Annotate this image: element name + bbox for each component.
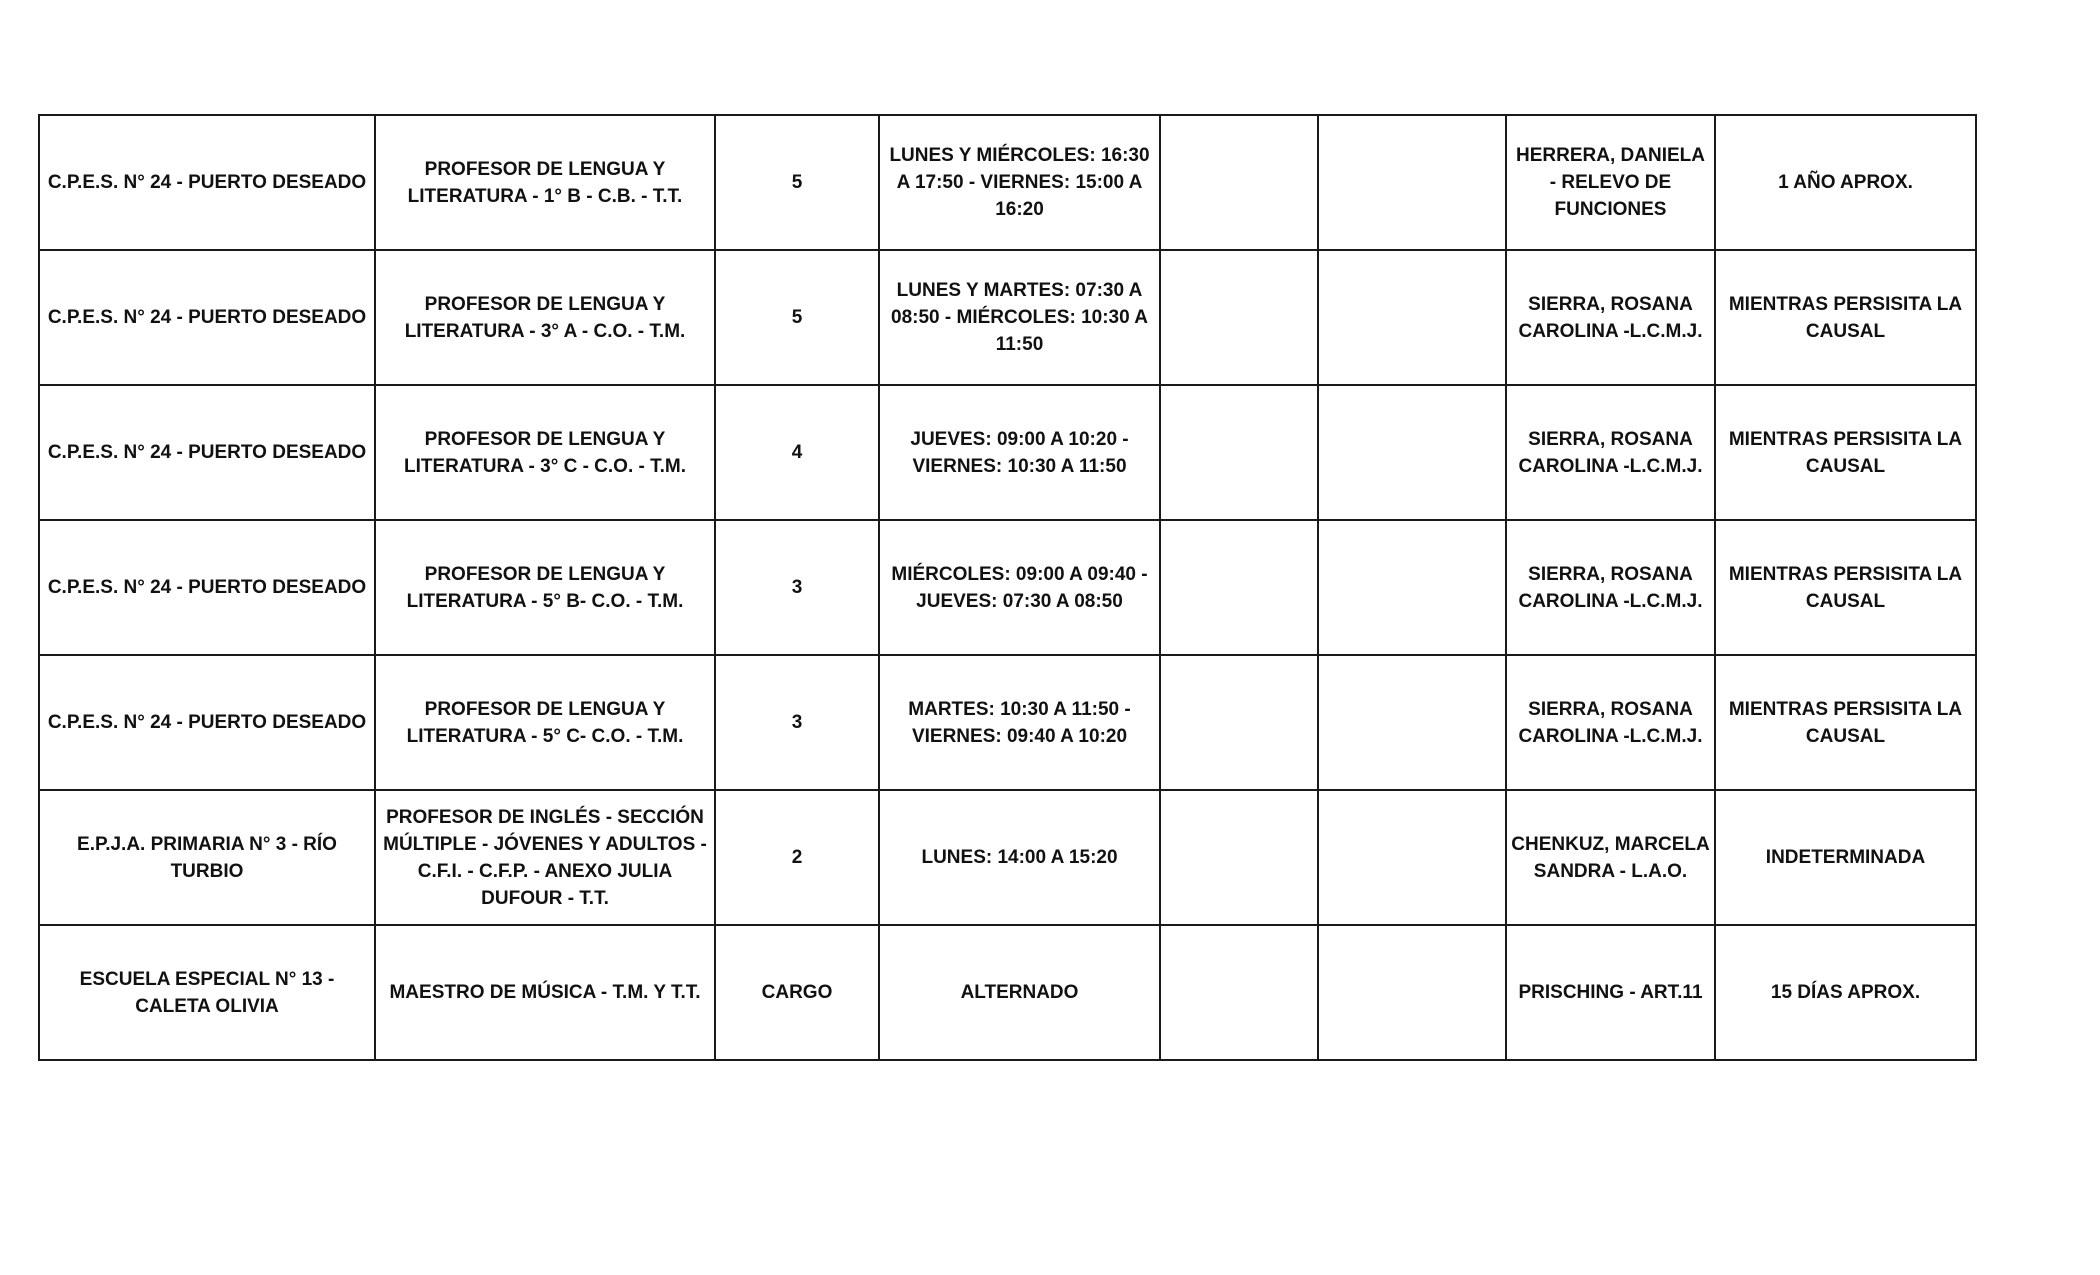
replacement-cell: SIERRA, ROSANA CAROLINA -L.C.M.J. bbox=[1506, 385, 1715, 520]
table-row bbox=[39, 250, 1976, 385]
replacement-cell: CHENKUZ, MARCELA SANDRA - L.A.O. bbox=[1506, 790, 1715, 925]
hours-cell: CARGO bbox=[715, 925, 879, 1060]
replacement-cell: SIERRA, ROSANA CAROLINA -L.C.M.J. bbox=[1506, 520, 1715, 655]
table-body bbox=[39, 115, 1976, 1060]
duration-cell: 15 DÍAS APROX. bbox=[1715, 925, 1976, 1060]
empty-cell bbox=[1318, 385, 1506, 520]
empty-cell bbox=[1318, 655, 1506, 790]
schedule-cell: LUNES Y MARTES: 07:30 A 08:50 - MIÉRCOLES: 10:30 A 11:50 bbox=[879, 250, 1160, 385]
hours-cell: 2 bbox=[715, 790, 879, 925]
replacement-cell: HERRERA, DANIELA - RELEVO DE FUNCIONES bbox=[1506, 115, 1715, 250]
schedule-cell: MARTES: 10:30 A 11:50 - VIERNES: 09:40 A 10:20 bbox=[879, 655, 1160, 790]
position-cell: PROFESOR DE LENGUA Y LITERATURA - 5° B- C.O. - T.M. bbox=[375, 520, 715, 655]
schedule-cell: JUEVES: 09:00 A 10:20 - VIERNES: 10:30 A 11:50 bbox=[879, 385, 1160, 520]
school-cell: C.P.E.S. N° 24 - PUERTO DESEADO bbox=[39, 115, 375, 250]
empty-cell bbox=[1160, 385, 1318, 520]
duration-cell: MIENTRAS PERSISITA LA CAUSAL bbox=[1715, 520, 1976, 655]
duration-cell: MIENTRAS PERSISITA LA CAUSAL bbox=[1715, 385, 1976, 520]
empty-cell bbox=[1160, 790, 1318, 925]
vacancies-table bbox=[38, 114, 1977, 1061]
duration-cell: 1 AÑO APROX. bbox=[1715, 115, 1976, 250]
school-cell: ESCUELA ESPECIAL N° 13 - CALETA OLIVIA bbox=[39, 925, 375, 1060]
position-cell: MAESTRO DE MÚSICA - T.M. Y T.T. bbox=[375, 925, 715, 1060]
table-row bbox=[39, 655, 1976, 790]
replacement-cell: PRISCHING - ART.11 bbox=[1506, 925, 1715, 1060]
replacement-cell: SIERRA, ROSANA CAROLINA -L.C.M.J. bbox=[1506, 655, 1715, 790]
school-cell: C.P.E.S. N° 24 - PUERTO DESEADO bbox=[39, 385, 375, 520]
school-cell: C.P.E.S. N° 24 - PUERTO DESEADO bbox=[39, 655, 375, 790]
school-cell: E.P.J.A. PRIMARIA N° 3 - RÍO TURBIO bbox=[39, 790, 375, 925]
position-cell: PROFESOR DE INGLÉS - SECCIÓN MÚLTIPLE - JÓVENES Y ADULTOS - C.F.I. - C.F.P. - ANEXO JULIA DUFOUR - T.T. bbox=[375, 790, 715, 925]
table-row bbox=[39, 925, 1976, 1060]
empty-cell bbox=[1318, 250, 1506, 385]
hours-cell: 3 bbox=[715, 520, 879, 655]
hours-cell: 5 bbox=[715, 250, 879, 385]
empty-cell bbox=[1318, 520, 1506, 655]
empty-cell bbox=[1160, 520, 1318, 655]
schedule-cell: ALTERNADO bbox=[879, 925, 1160, 1060]
table-row bbox=[39, 520, 1976, 655]
empty-cell bbox=[1318, 115, 1506, 250]
replacement-cell: SIERRA, ROSANA CAROLINA -L.C.M.J. bbox=[1506, 250, 1715, 385]
hours-cell: 4 bbox=[715, 385, 879, 520]
position-cell: PROFESOR DE LENGUA Y LITERATURA - 3° C - C.O. - T.M. bbox=[375, 385, 715, 520]
duration-cell: MIENTRAS PERSISITA LA CAUSAL bbox=[1715, 655, 1976, 790]
schedule-cell: LUNES Y MIÉRCOLES: 16:30 A 17:50 - VIERNES: 15:00 A 16:20 bbox=[879, 115, 1160, 250]
empty-cell bbox=[1160, 655, 1318, 790]
position-cell: PROFESOR DE LENGUA Y LITERATURA - 3° A - C.O. - T.M. bbox=[375, 250, 715, 385]
table-row bbox=[39, 115, 1976, 250]
school-cell: C.P.E.S. N° 24 - PUERTO DESEADO bbox=[39, 250, 375, 385]
position-cell: PROFESOR DE LENGUA Y LITERATURA - 1° B - C.B. - T.T. bbox=[375, 115, 715, 250]
empty-cell bbox=[1318, 925, 1506, 1060]
table-row bbox=[39, 385, 1976, 520]
schedule-cell: LUNES: 14:00 A 15:20 bbox=[879, 790, 1160, 925]
empty-cell bbox=[1160, 250, 1318, 385]
hours-cell: 5 bbox=[715, 115, 879, 250]
table-row bbox=[39, 790, 1976, 925]
empty-cell bbox=[1160, 115, 1318, 250]
duration-cell: INDETERMINADA bbox=[1715, 790, 1976, 925]
duration-cell: MIENTRAS PERSISITA LA CAUSAL bbox=[1715, 250, 1976, 385]
empty-cell bbox=[1318, 790, 1506, 925]
schedule-cell: MIÉRCOLES: 09:00 A 09:40 - JUEVES: 07:30 A 08:50 bbox=[879, 520, 1160, 655]
school-cell: C.P.E.S. N° 24 - PUERTO DESEADO bbox=[39, 520, 375, 655]
empty-cell bbox=[1160, 925, 1318, 1060]
hours-cell: 3 bbox=[715, 655, 879, 790]
position-cell: PROFESOR DE LENGUA Y LITERATURA - 5° C- C.O. - T.M. bbox=[375, 655, 715, 790]
